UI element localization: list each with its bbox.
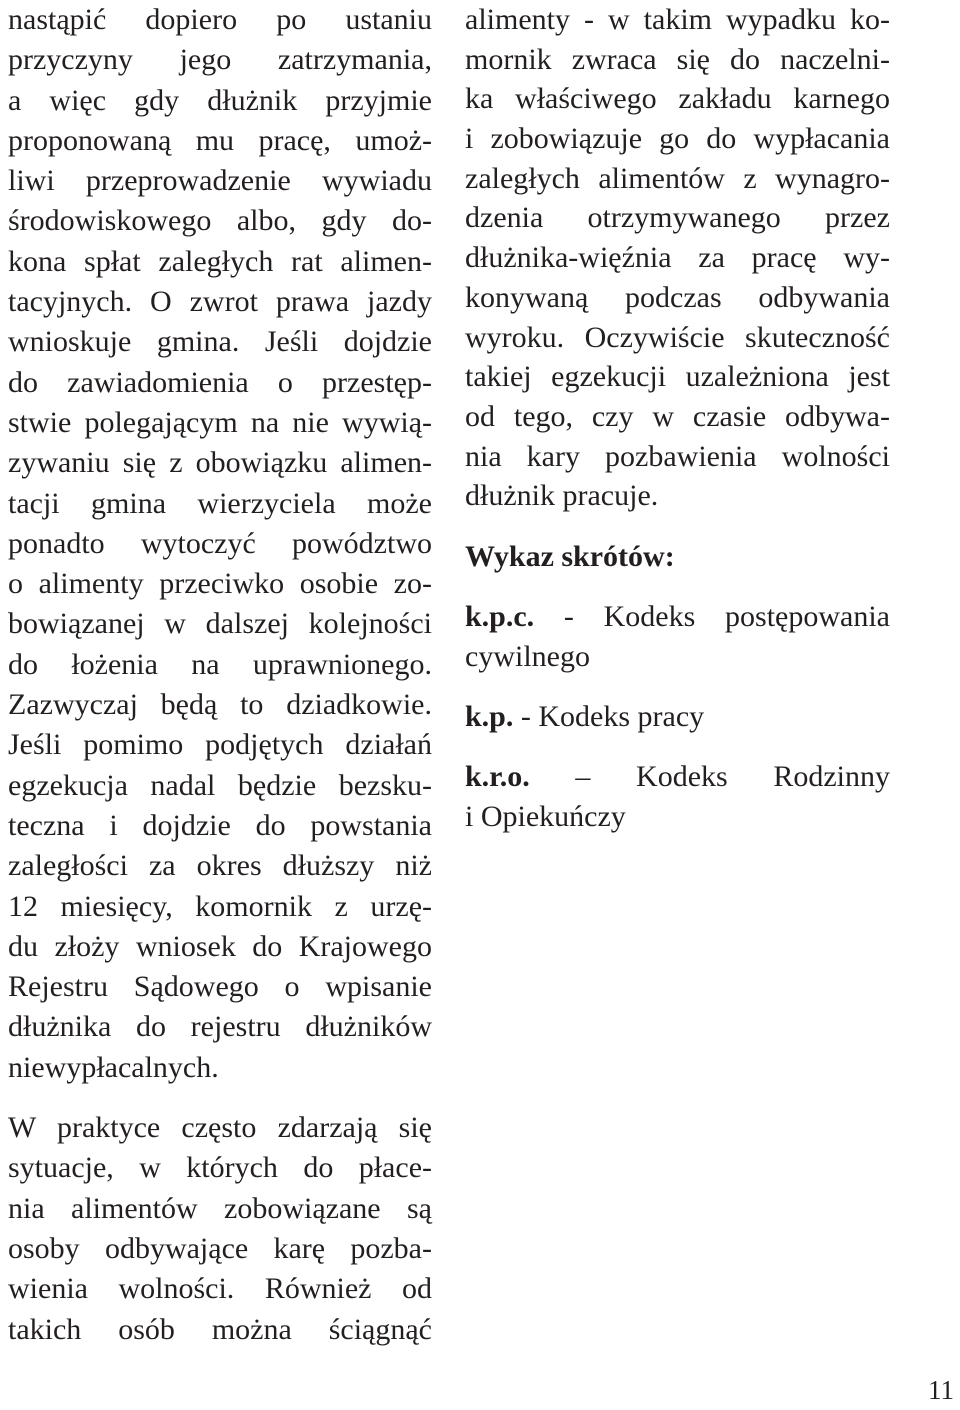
left-column-line: egzekucja nadal będzie bezsku- bbox=[8, 768, 432, 802]
left-column-line: wnioskuje gmina. Jeśli dojdzie bbox=[8, 325, 432, 359]
left-column-line: dłużnika do rejestru dłużników bbox=[8, 1010, 432, 1044]
abbreviation-line bbox=[465, 597, 890, 637]
left-column-line: takich osób można ściągnąć bbox=[8, 1312, 432, 1346]
left-column-line: du złoży wniosek do Krajowego bbox=[8, 929, 432, 963]
right-column-line: dzenia otrzymywanego przez bbox=[465, 201, 890, 235]
abbreviation-definition: cywilnego bbox=[465, 639, 590, 673]
left-column-line: nia alimentów zobowiązane są bbox=[8, 1191, 432, 1225]
right-column-line: wyroku. Oczywiście skuteczność bbox=[465, 320, 890, 354]
right-column-line: i zobowiązuje go do wypłacania bbox=[465, 122, 890, 156]
left-column-line: bowiązanej w dalszej kolejności bbox=[8, 607, 432, 641]
left-column-line: Rejestru Sądowego o wpisanie bbox=[8, 970, 432, 1004]
paragraph bbox=[465, 0, 890, 516]
left-column-line: liwi przeprowadzenie wywiadu bbox=[8, 164, 432, 198]
right-column-line: konywaną podczas odbywania bbox=[465, 280, 890, 314]
abbreviation-item bbox=[465, 757, 890, 837]
right-column-line: ka właściwego zakładu karnego bbox=[465, 82, 890, 116]
paragraph bbox=[8, 1108, 432, 1350]
left-column-line: nastąpić dopiero po ustaniu bbox=[8, 3, 432, 36]
left-column-line: W praktyce często zdarzają się bbox=[8, 1111, 432, 1145]
right-column bbox=[465, 0, 890, 837]
left-column bbox=[8, 0, 432, 1350]
left-column-line: kona spłat zaległych rat alimen- bbox=[8, 244, 432, 278]
abbreviation-definition: - Kodeks pracy bbox=[520, 699, 705, 733]
right-column-line: takiej egzekucji uzależniona jest bbox=[465, 360, 890, 394]
left-column-line: a więc gdy dłużnik przyjmie bbox=[8, 83, 432, 117]
left-column-line: o alimenty przeciwko osobie zo- bbox=[8, 567, 432, 601]
abbreviation-item bbox=[465, 597, 890, 677]
left-column-line: tacji gmina wierzyciela może bbox=[8, 486, 432, 520]
abbreviation-term: k.p.c. bbox=[465, 599, 535, 633]
left-column-line: środowiskowego albo, gdy do- bbox=[8, 204, 432, 238]
left-column-line: stwie polegającym na nie wywią- bbox=[8, 405, 432, 439]
abbreviation-definition: - Kodeks postępowania bbox=[563, 599, 890, 633]
left-column-line: sytuacje, w których do płace- bbox=[8, 1151, 432, 1185]
left-column-line: do zawiadomienia o przestęp- bbox=[8, 365, 432, 399]
left-column-line: przyczyny jego zatrzymania, bbox=[8, 43, 432, 77]
paragraph bbox=[8, 0, 432, 1088]
abbreviation-definition: – Kodeks Rodzinny bbox=[575, 759, 890, 793]
left-column-line: wienia wolności. Również od bbox=[8, 1272, 432, 1306]
abbreviation-definition: i Opiekuńczy bbox=[465, 799, 626, 833]
right-column-line: dłużnika-więźnia za pracę wy- bbox=[465, 241, 890, 275]
left-column-line: proponowaną mu pracę, umoż- bbox=[8, 123, 432, 157]
left-column-line: niewypłacalnych. bbox=[8, 1050, 219, 1084]
left-column-line: do łożenia na uprawnionego. bbox=[8, 647, 432, 681]
page-number: 11 bbox=[928, 1375, 954, 1405]
abbreviation-term: k.p. bbox=[465, 699, 514, 733]
left-column-line: zaległości za okres dłuższy niż bbox=[8, 849, 432, 883]
abbreviation-item bbox=[465, 697, 890, 737]
left-column-line: 12 miesięcy, komornik z urzę- bbox=[8, 889, 432, 923]
left-column-line: zywaniu się z obowiązku alimen- bbox=[8, 446, 432, 480]
abbreviation-term: k.r.o. bbox=[465, 759, 530, 793]
right-column-line: nia kary pozbawienia wolności bbox=[465, 439, 890, 473]
left-column-line: teczna i dojdzie do powstania bbox=[8, 808, 432, 842]
left-column-line: osoby odbywające karę pozba- bbox=[8, 1231, 432, 1265]
left-column-line: Jeśli pomimo podjętych działań bbox=[8, 728, 432, 762]
left-column-line: Zazwyczaj będą to dziadkowie. bbox=[8, 688, 432, 722]
left-column-line: tacyjnych. O zwrot prawa jazdy bbox=[8, 285, 432, 319]
abbreviations-heading: Wykaz skrótów: bbox=[465, 539, 675, 573]
left-column-line: ponadto wytoczyć powództwo bbox=[8, 526, 432, 560]
abbreviation-line bbox=[465, 757, 890, 797]
right-column-line: dłużnik pracuje. bbox=[465, 479, 659, 513]
right-column-line: od tego, czy w czasie odbywa- bbox=[465, 399, 890, 433]
abbreviation-line bbox=[465, 697, 890, 737]
right-column-line: mornik zwraca się do naczelni- bbox=[465, 42, 890, 76]
right-column-line: alimenty - w takim wypadku ko- bbox=[465, 3, 890, 36]
right-column-line: zaległych alimentów z wynagro- bbox=[465, 161, 890, 195]
